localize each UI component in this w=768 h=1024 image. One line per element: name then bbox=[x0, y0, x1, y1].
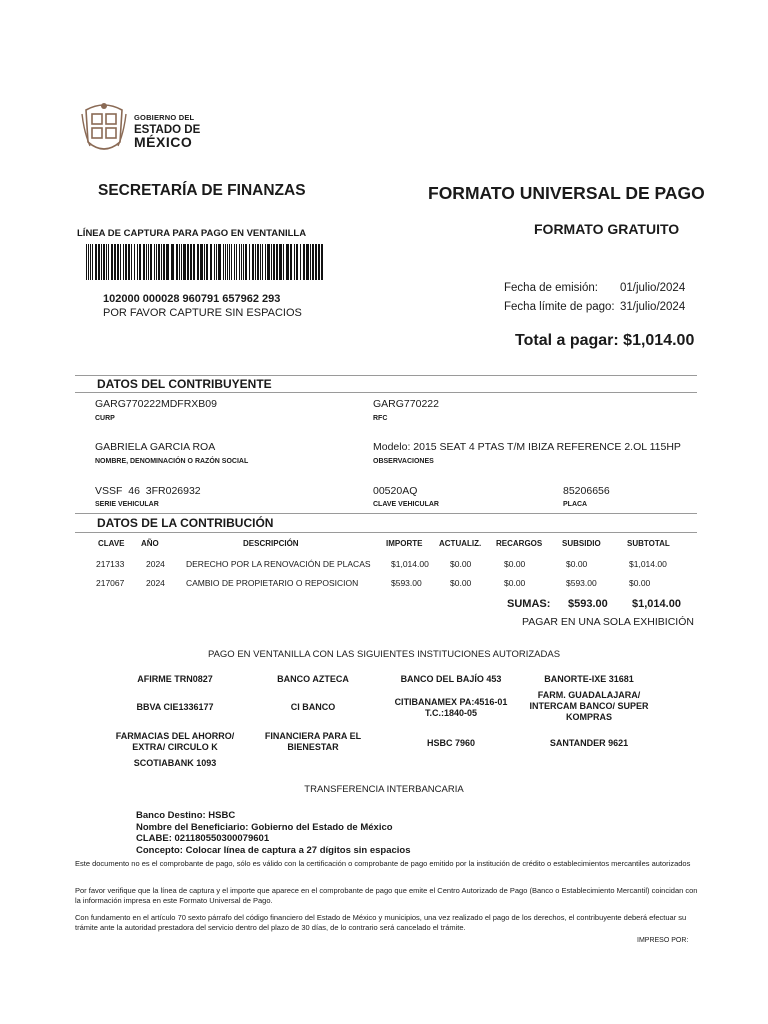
concept: Concepto: Colocar línea de captura a 27 dígitos sin espacios bbox=[136, 844, 411, 856]
barcode-bar bbox=[176, 244, 178, 280]
row-anio: 2024 bbox=[146, 578, 165, 588]
institution-item: BBVA CIE1336177 bbox=[136, 702, 214, 712]
destination-bank: Banco Destino: HSBC bbox=[136, 810, 236, 821]
barcode-bar bbox=[200, 244, 203, 280]
barcode-bar bbox=[143, 244, 145, 280]
barcode-bar bbox=[231, 244, 232, 280]
barcode-bar bbox=[190, 244, 192, 280]
row-descripcion: DERECHO POR LA RENOVACIÓN DE PLACAS bbox=[186, 559, 371, 569]
barcode-bar bbox=[271, 244, 272, 280]
barcode-bar bbox=[260, 244, 261, 280]
institution-item: SANTANDER 9621 bbox=[549, 738, 629, 748]
barcode-bar bbox=[206, 244, 208, 280]
vehicle-serial-value: VSSF 46 3FR026932 bbox=[95, 485, 201, 497]
barcode-bar bbox=[197, 244, 199, 280]
sums-subtotal: $1,014.00 bbox=[632, 598, 681, 610]
rfc-value: GARG770222 bbox=[373, 398, 439, 410]
barcode-bar bbox=[158, 244, 160, 280]
row-importe: $593.00 bbox=[391, 578, 422, 588]
barcode-bar bbox=[134, 244, 135, 280]
issue-date: 01/julio/2024 bbox=[620, 282, 686, 294]
barcode-bar bbox=[139, 244, 141, 280]
sums-subsidio: $593.00 bbox=[568, 598, 608, 610]
barcode-bar bbox=[321, 244, 323, 280]
barcode-bar bbox=[171, 244, 174, 280]
transfer-details bbox=[136, 810, 411, 856]
barcode-bar bbox=[239, 244, 240, 280]
barcode-bar bbox=[310, 244, 311, 280]
barcode-bar bbox=[216, 244, 217, 280]
barcode-bar bbox=[262, 244, 263, 280]
col-header-anio: AÑO bbox=[141, 539, 159, 548]
total-amount: Total a pagar: $1,014.00 bbox=[515, 332, 695, 349]
barcode-bar bbox=[123, 244, 124, 280]
capture-line[interactable]: 102000 000028 960791 657962 293 bbox=[103, 293, 281, 305]
institution-item: AFIRME TRN0827 bbox=[137, 674, 213, 684]
barcode-bar bbox=[227, 244, 228, 280]
barcode-bar bbox=[214, 244, 215, 280]
barcode-bar bbox=[315, 244, 317, 280]
institution-item: CI BANCO bbox=[290, 702, 336, 712]
divider bbox=[75, 392, 697, 393]
barcode-bar bbox=[286, 244, 289, 280]
barcode-bar bbox=[306, 244, 309, 280]
barcode-bar bbox=[111, 244, 113, 280]
barcode-bar bbox=[150, 244, 152, 280]
barcode-bar bbox=[146, 244, 147, 280]
barcode-bar bbox=[210, 244, 212, 280]
logo-text bbox=[134, 112, 200, 148]
barcode-bar bbox=[290, 244, 292, 280]
col-header-subsidio: SUBSIDIO bbox=[562, 539, 601, 548]
barcode-bar bbox=[117, 244, 119, 280]
logo-line2: ESTADO DE bbox=[134, 124, 201, 136]
due-date: 31/julio/2024 bbox=[620, 301, 686, 313]
institution-item: BANORTE-IXE 31681 bbox=[544, 674, 634, 684]
due-date-label: Fecha límite de pago: bbox=[504, 301, 615, 313]
barcode-bar bbox=[243, 244, 244, 280]
barcode-bar bbox=[183, 244, 186, 280]
row-subsidio: $0.00 bbox=[566, 559, 588, 569]
curp-label: CURP bbox=[95, 415, 115, 422]
legal-paragraph-1: Este documento no es el comprobante de pago, sólo es válido con la certificación o comprobante de pago emitido por la institución de crédito o establecimientos mercantiles autorizados bbox=[75, 859, 691, 868]
barcode-bar bbox=[131, 244, 132, 280]
barcode-bar bbox=[90, 244, 91, 280]
barcode-bar bbox=[179, 244, 180, 280]
col-header-subtotal: SUBTOTAL bbox=[627, 539, 670, 548]
document-title: FORMATO UNIVERSAL DE PAGO bbox=[428, 183, 705, 203]
sums-label: SUMAS: bbox=[507, 598, 551, 610]
barcode-bar bbox=[303, 244, 305, 280]
institutions-title: PAGO EN VENTANILLA CON LAS SIGUIENTES INSTITUCIONES AUTORIZADAS bbox=[207, 649, 561, 660]
barcode-bar bbox=[300, 244, 301, 280]
divider bbox=[75, 532, 697, 533]
institution-item: CITIBANAMEX PA:4516-01 T.C.:1840-05 bbox=[394, 697, 508, 718]
barcode-bar bbox=[193, 244, 195, 280]
barcode-bar bbox=[283, 244, 284, 280]
row-subtotal: $0.00 bbox=[629, 578, 651, 588]
barcode-bar bbox=[267, 244, 270, 280]
row-actualiz: $0.00 bbox=[450, 578, 472, 588]
barcode-bar bbox=[156, 244, 157, 280]
institution-item: HSBC 7960 bbox=[426, 738, 476, 748]
barcode-bar bbox=[187, 244, 189, 280]
barcode-bar bbox=[234, 244, 235, 280]
barcode-bar bbox=[161, 244, 162, 280]
barcode-bar bbox=[148, 244, 149, 280]
col-header-clave: CLAVE bbox=[98, 539, 125, 548]
printed-by-label: IMPRESO POR: bbox=[637, 937, 689, 944]
barcode-bar bbox=[108, 244, 109, 280]
rfc-label: RFC bbox=[373, 415, 388, 422]
capture-note: POR FAVOR CAPTURE SIN ESPACIOS bbox=[103, 307, 302, 319]
barcode-bar bbox=[241, 244, 242, 280]
barcode-bar bbox=[137, 244, 138, 280]
barcode bbox=[86, 244, 326, 280]
barcode-bar bbox=[229, 244, 230, 280]
plate-label: PLACA bbox=[563, 501, 588, 508]
barcode-bar bbox=[92, 244, 93, 280]
barcode-bar bbox=[312, 244, 314, 280]
capture-line-title: LÍNEA DE CAPTURA PARA PAGO EN VENTANILLA bbox=[77, 228, 307, 239]
curp-value: GARG770222MDFRXB09 bbox=[95, 398, 217, 410]
barcode-bar bbox=[125, 244, 127, 280]
barcode-bar bbox=[265, 244, 266, 280]
col-header-recargos: RECARGOS bbox=[496, 539, 543, 548]
barcode-bar bbox=[223, 244, 224, 280]
vehicle-serial-label: SERIE VEHICULAR bbox=[95, 501, 159, 508]
institution-item: FARMACIAS DEL AHORRO/ EXTRA/ CIRCULO K bbox=[115, 731, 235, 752]
barcode-bar bbox=[225, 244, 226, 280]
barcode-bar bbox=[166, 244, 169, 280]
row-clave: 217067 bbox=[96, 578, 125, 588]
row-subtotal: $1,014.00 bbox=[629, 559, 667, 569]
barcode-bar bbox=[106, 244, 107, 280]
clabe: CLABE: 021180550300079601 bbox=[136, 833, 270, 844]
logo-line3: MÉXICO bbox=[134, 134, 193, 150]
barcode-bar bbox=[252, 244, 254, 280]
vehicle-key-label: CLAVE VEHICULAR bbox=[373, 501, 439, 508]
name-label: NOMBRE, DENOMINACIÓN O RAZÓN SOCIAL bbox=[95, 458, 249, 465]
observations-value: Modelo: 2015 SEAT 4 PTAS T/M IBIZA REFERENCE 2.OL 115HP bbox=[373, 441, 681, 453]
barcode-bar bbox=[114, 244, 116, 280]
barcode-bar bbox=[103, 244, 105, 280]
barcode-bar bbox=[218, 244, 221, 280]
barcode-bar bbox=[296, 244, 298, 280]
taxpayer-section-title: DATOS DEL CONTRIBUYENTE bbox=[97, 377, 272, 391]
beneficiary: Nombre del Beneficiario: Gobierno del Estado de México bbox=[136, 821, 393, 833]
legal-paragraph-2: Por favor verifique que la línea de captura y el importe que aparece en el comprobante de pago que emite el Centro Autorizado de Pago (Banco o Establecimiento Mercantil) coincidan con la información impresa en este Formato Universal de Pago. bbox=[75, 886, 698, 905]
institution-item: SCOTIABANK 1093 bbox=[133, 758, 217, 768]
divider bbox=[75, 513, 697, 514]
issue-date-label: Fecha de emisión: bbox=[504, 282, 598, 294]
observations-label: OBSERVACIONES bbox=[373, 458, 434, 465]
row-actualiz: $0.00 bbox=[450, 559, 472, 569]
institution-item: FINANCIERA PARA EL BIENESTAR bbox=[264, 731, 362, 752]
row-recargos: $0.00 bbox=[504, 559, 526, 569]
barcode-bar bbox=[294, 244, 295, 280]
barcode-bar bbox=[98, 244, 100, 280]
row-anio: 2024 bbox=[146, 559, 165, 569]
row-importe: $1,014.00 bbox=[391, 559, 429, 569]
barcode-bar bbox=[128, 244, 130, 280]
barcode-bar bbox=[279, 244, 282, 280]
col-header-importe: IMPORTE bbox=[386, 539, 423, 548]
barcode-bar bbox=[273, 244, 275, 280]
single-payment-note: PAGAR EN UNA SOLA EXHIBICIÓN bbox=[522, 616, 694, 628]
barcode-bar bbox=[88, 244, 89, 280]
vehicle-key-value: 00520AQ bbox=[373, 485, 418, 497]
logo-line1: GOBIERNO DEL bbox=[134, 113, 195, 122]
transfer-title: TRANSFERENCIA INTERBANCARIA bbox=[304, 784, 464, 795]
barcode-bar bbox=[154, 244, 155, 280]
barcode-bar bbox=[163, 244, 165, 280]
barcode-bar bbox=[249, 244, 250, 280]
free-format-label: FORMATO GRATUITO bbox=[534, 221, 680, 237]
barcode-bar bbox=[236, 244, 237, 280]
institution-item: FARM. GUADALAJARA/ INTERCAM BANCO/ SUPER KOMPRAS bbox=[529, 690, 649, 722]
col-header-actualiz: ACTUALIZ. bbox=[439, 539, 482, 548]
barcode-bar bbox=[257, 244, 259, 280]
divider bbox=[75, 375, 697, 376]
name-value: GABRIELA GARCIA ROA bbox=[95, 441, 216, 453]
barcode-bar bbox=[204, 244, 205, 280]
contribution-section-title: DATOS DE LA CONTRIBUCIÓN bbox=[97, 516, 274, 530]
col-header-descripcion: DESCRIPCIÓN bbox=[243, 539, 299, 548]
institution-item: BANCO AZTECA bbox=[277, 674, 349, 684]
barcode-bar bbox=[86, 244, 87, 280]
barcode-bar bbox=[318, 244, 320, 280]
secretaria-title: SECRETARÍA DE FINANZAS bbox=[98, 182, 306, 199]
row-recargos: $0.00 bbox=[504, 578, 526, 588]
row-descripcion: CAMBIO DE PROPIETARIO O REPOSICION bbox=[186, 578, 359, 588]
barcode-bar bbox=[255, 244, 256, 280]
institution-item: BANCO DEL BAJÍO 453 bbox=[400, 674, 502, 684]
barcode-bar bbox=[120, 244, 121, 280]
plate-value: 85206656 bbox=[563, 485, 610, 497]
barcode-bar bbox=[245, 244, 247, 280]
legal-paragraph-3: Con fundamento en el artículo 70 sexto párrafo del código financiero del Estado de México y municipios, una vez realizado el pago de los derechos, el contribuyente deberá efectuar su trámite ante la autoridad prestadora del servicio dentro del plazo de 30 días, de lo contrario será cancelado el trámite. bbox=[75, 913, 687, 932]
barcode-bar bbox=[181, 244, 182, 280]
barcode-bar bbox=[101, 244, 102, 280]
dates bbox=[504, 279, 704, 317]
barcode-bar bbox=[276, 244, 278, 280]
barcode-bar bbox=[95, 244, 97, 280]
row-clave: 217133 bbox=[96, 559, 125, 569]
row-subsidio: $593.00 bbox=[566, 578, 597, 588]
